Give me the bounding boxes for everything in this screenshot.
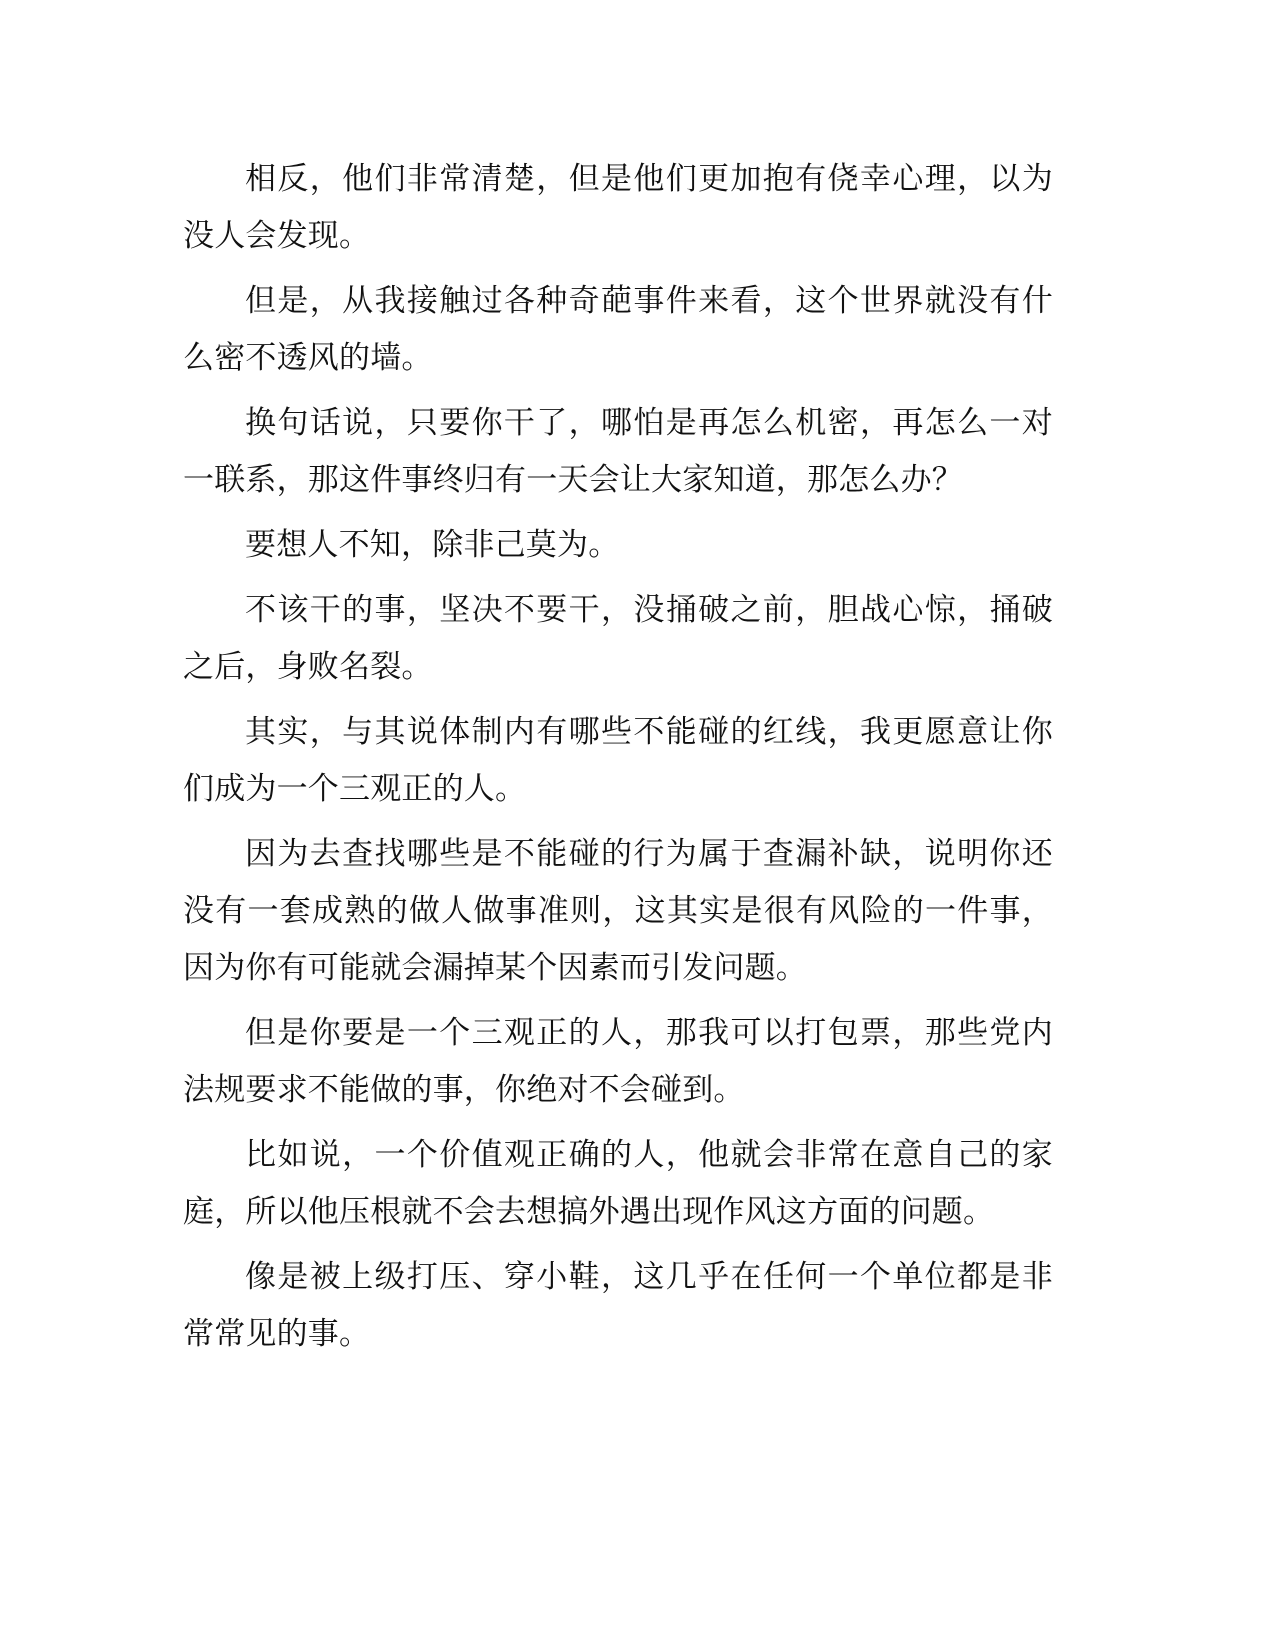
paragraph: 要想人不知，除非己莫为。 — [245, 527, 620, 563]
paragraph: 像是被上级打压、穿小鞋，这几乎在任何一个单位都是非常常见的事。 — [183, 1259, 1053, 1352]
paragraph: 不该干的事，坚决不要干，没捅破之前，胆战心惊，捅破之后，身败名裂。 — [183, 592, 1053, 685]
paragraph: 其实，与其说体制内有哪些不能碰的红线，我更愿意让你们成为一个三观正的人。 — [183, 714, 1053, 807]
paragraph: 因为去查找哪些是不能碰的行为属于查漏补缺，说明你还没有一套成熟的做人做事准则，这其实是很有风险的一件事，因为你有可能就会漏掉某个因素而引发问题。 — [183, 836, 1053, 986]
paragraph: 比如说，一个价值观正确的人，他就会非常在意自己的家庭，所以他压根就不会去想搞外遇出现作风这方面的问题。 — [183, 1137, 1053, 1230]
paragraph: 但是，从我接触过各种奇葩事件来看，这个世界就没有什么密不透风的墙。 — [183, 283, 1053, 376]
paragraph: 换句话说，只要你干了，哪怕是再怎么机密，再怎么一对一联系，那这件事终归有一天会让大家知道，那怎么办？ — [183, 405, 1053, 498]
paragraph: 相反，他们非常清楚，但是他们更加抱有侥幸心理，以为没人会发现。 — [183, 161, 1053, 254]
paragraph: 但是你要是一个三观正的人，那我可以打包票，那些党内法规要求不能做的事，你绝对不会碰到。 — [183, 1015, 1053, 1108]
document-body — [183, 151, 1053, 1371]
